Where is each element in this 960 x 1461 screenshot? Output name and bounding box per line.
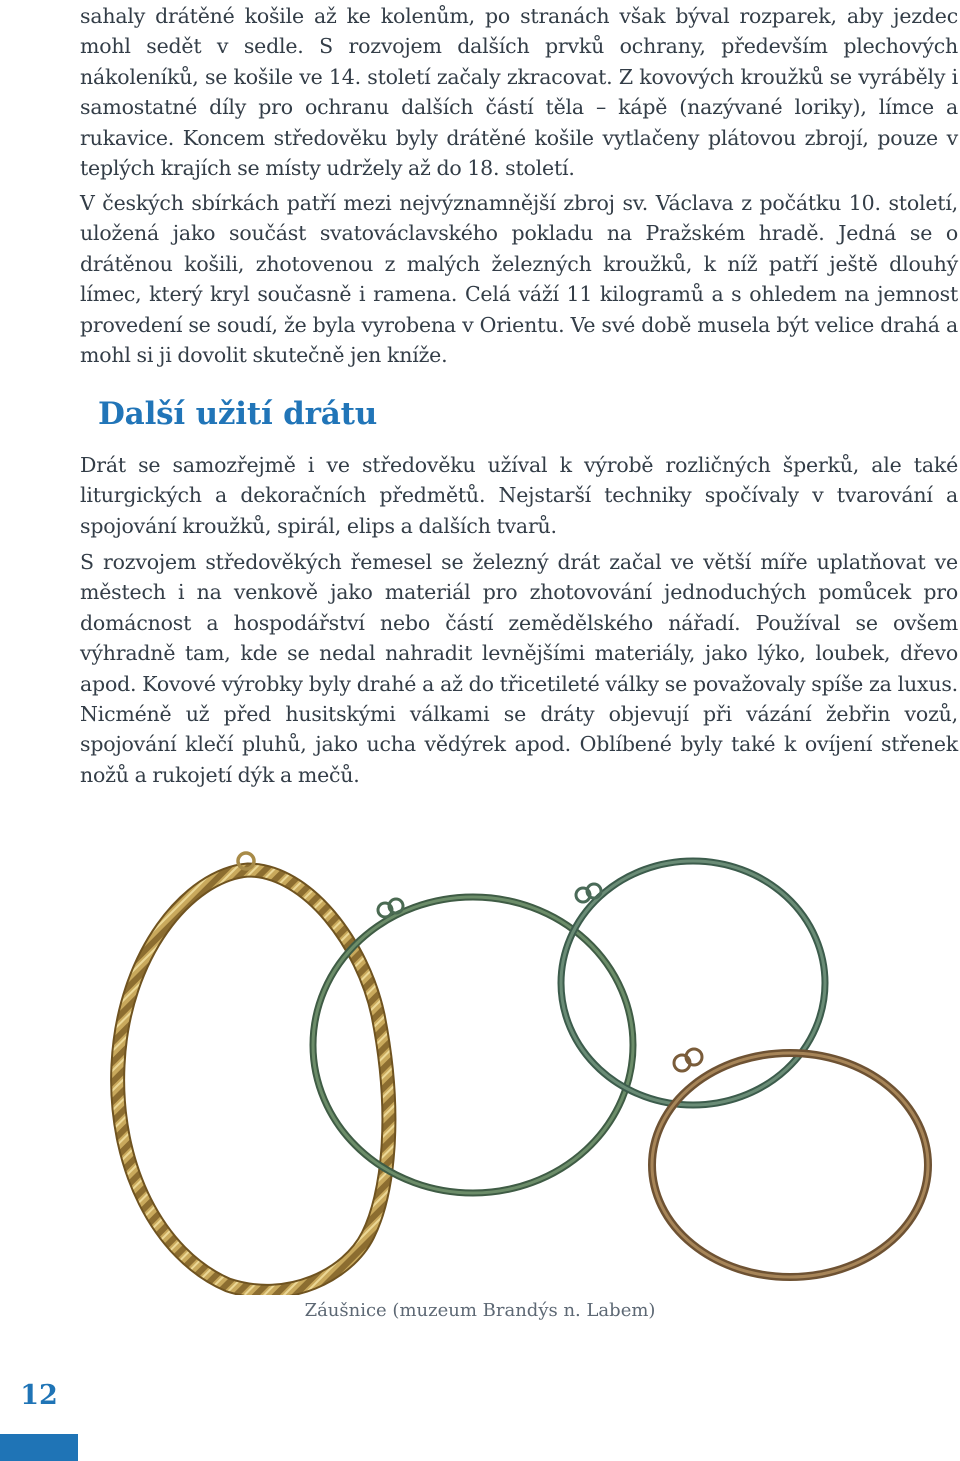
green-bronze-ring-2 [561, 861, 825, 1105]
green-bronze-ring-1 [313, 897, 633, 1193]
section-heading: Další užití drátu [98, 396, 378, 432]
paragraph-armor-history: sahaly drátěné košile až ke kolenům, po stranách však býval rozparek, aby jezdec mohl sedět v sedle. S rozvojem dalších prvků ochrany, především plechových nákoleníků, se košile ve 14. století začaly zkracovat. Z kovových kroužků se vyráběly i samostatné díly pro ochranu dalších částí těla – kápě (nazývané loriky), límce a rukavice. Koncem středověku byly drátěné košile vytlačeny plátovou zbrojí, pouze v teplých krajích se místy udržely až do 18. století. [80, 4, 958, 181]
paragraph-wire-crafts: S rozvojem středověkých řemesel se železný drát začal ve větší míře uplatňovat ve městech i na venkově jako materiál pro zhotovování jednoduchých pomůcek pro domácnost a hospodářství nebo částí zemědělského nářadí. Používal se ovšem výhradně tam, kde se nedal nahradit levnějšími materiály, jako lýko, loubek, dřevo apod. Kovové výrobky byly drahé a až do třicetileté války se považovaly spíše za luxus. Nicméně už před husitskými válkami se dráty objevují při vázání žebřin vozů, spojování klečí pluhů, jako ucha vědýrek apod. Oblíbené byly také k ovíjení střenek nožů a rukojetí dýk a mečů. [80, 550, 958, 787]
page-number: 12 [20, 1380, 58, 1411]
paragraph-wire-jewelry: Drát se samozřejmě i ve středověku užíval k výrobě rozličných šperků, ale také liturgických a dekoračních předmětů. Nejstarší techniky spočívaly v tvarování a spojování kroužků, spirál, elips a dalších tvarů. [80, 453, 958, 538]
page-number-tab [0, 1358, 78, 1461]
earrings-photo [78, 835, 960, 1295]
brown-bronze-ring [652, 1049, 928, 1277]
twisted-gold-ring [118, 853, 389, 1291]
paragraph-st-wenceslas-armor: V českých sbírkách patří mezi nejvýznamnější zbroj sv. Václava z počátku 10. století, uložená jako součást svatováclavského pokladu na Pražském hradě. Jedná se o drátěnou košili, zhotovenou z malých železných kroužků, k níž patří ještě dlouhý límec, který kryl současně i ramena. Celá váží 11 kilogramů a s ohledem na jemnost provedení se soudí, že byla vyrobena v Orientu. Ve své době musela být velice drahá a mohl si ji dovolit skutečně jen kníže. [80, 191, 958, 368]
photo-caption: Záušnice (muzeum Brandýs n. Labem) [304, 1300, 656, 1321]
